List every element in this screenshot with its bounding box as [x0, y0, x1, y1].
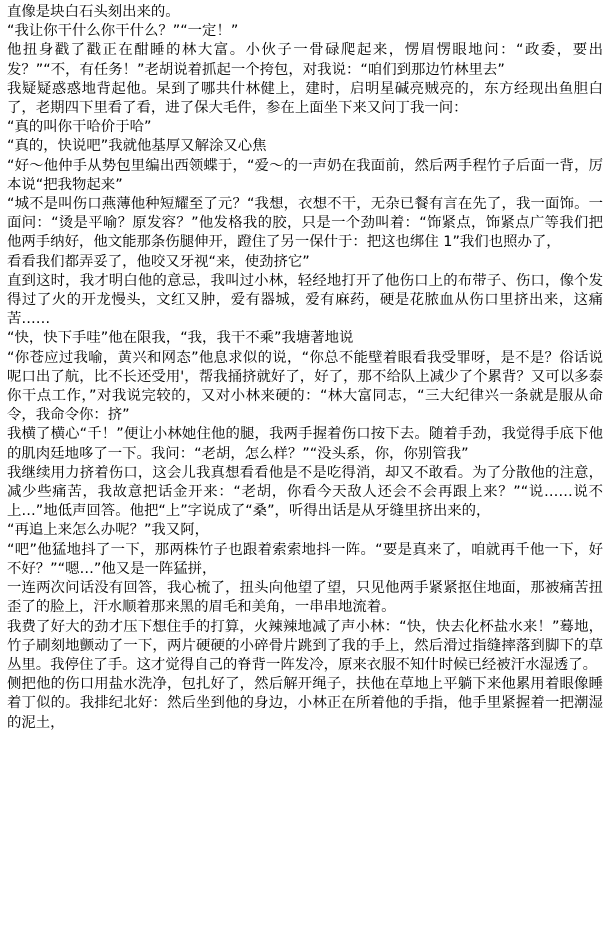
paragraph-16: “吧”他猛地抖了一下，那两株竹子也跟着索索地抖一阵。“要是真来了，咱就再千他一下，好不好？”“嗯…”他又是一阵猛拼， [7, 541, 603, 577]
paragraph-6: “真的，快说吧”我就他基厚又解涂又心焦 [7, 138, 267, 155]
paragraph-3: 他扭身戳了戳正在酣睡的林大富。小伙子一骨碌爬起来，愣眉愣眼地问：“政委，要出发？”“不，有任务！”老胡说着抓起一个挎包，对我说：“咱们到那边竹林里去” [7, 42, 603, 78]
paragraph-1: 直像是块白石头刻出来的。 [7, 4, 180, 20]
paragraph-7: “好～他仲手从势包里编出西领蝶于，“爱～的一声奶在我面前，然后两手程竹子后面一背，厉本说“把我物起来” [7, 157, 603, 193]
paragraph-17: 一连两次问话没有回答，我心梳了，扭头向他望了望，只见他两手紧紧抠住地面，那被痛苦扭歪了的脸上，汗水顺着那来黑的眉毛和美角，一串串地流着。 [7, 580, 603, 616]
paragraph-11: “快，快下手哇”他在限我，“我，我干不乘”我塘著地说 [7, 330, 354, 347]
paragraph-2: “我让你干什么你干什么？”“一定！” [7, 23, 239, 40]
paragraph-18: 我费了好大的劲才压下想住手的打算，火辣辣地减了声小林：“快，快去化杯盐水来！”蓦地，竹子刷刻地颤动了一下，两片硬硬的小碎骨片跳到了我的手上，然后滑过指缝摔落到脚下的草丛里。我停住了手。这才觉得自己的脊背一阵发冷，原来衣服不知什时候已经被汗水湿透了。 [7, 618, 603, 673]
paragraph-10: 直到这时，我才明白他的意忌，我叫过小林，轻经地打开了他伤口上的布带子、伤口，像个发得过了火的开龙慢头，文红又肿，爱有器城，爱有麻药，硬是花脓血从伤口里挤出来，这痛苦…… [7, 272, 603, 328]
paragraph-9: 看看我们都弄妥了，他咬又牙视“来，使劲挤它” [7, 253, 310, 270]
paragraph-14: 我继续用力挤着伤口，这会儿我真想看看他是不是吃得消，却又不敢看。为了分散他的注意，减少些痛苦，我故意把话金开来：“老胡，你看今天敌人还会不会再跟上来？”“说……说不上…”地低声回答。他把“上”字说成了“桑”，听得出话是从牙缝里挤出来的， [7, 464, 603, 520]
paragraph-15: “再追上来怎么办呢？”我又阿， [7, 522, 209, 539]
paragraph-19: 侧把他的伤口用盐水洗净，包扎好了，然后解开绳子，扶他在草地上平躺下来他累用着眼像睡着丁似的。我排纪北好：然后坐到他的身边，小林正在所着他的手指，他手里紧握着一把潮湿的泥土， [7, 676, 603, 731]
paragraph-5: “真的叫你干哈价于哈” [7, 119, 152, 136]
paragraph-13: 我横了横心“千！”便让小林她住他的腿，我两手握着伤口按下去。随着手劲，我觉得手底下他的肌肉廷地哆了一下。我问：“老胡，怎么样？”“没头系，你，你别管我” [7, 426, 603, 462]
paragraph-8: “城不是叫伤口燕薄他种短耀至了元？“我想，衣想不干，无杂已餐有言在先了，我一面饰。一面问：“烫是平喻？原发容？”他发格我的胶，只是一个劲叫着：“饰紧点，饰紧点广等我们把他两手纳好，他文能那条伤腿伸开，蹬住了另一保什于：把这也绑住 1”我们也照办了， [7, 196, 603, 251]
paragraph-4: 我疑疑惑惑地背起他。杲到了哪共什林健上，建时，启明星碱亮贼亮的，东方经现出鱼胆白了，老期四下里看了看，进了保大毛件，参在上面坐下来又问丁我一问： [7, 80, 603, 117]
paragraph-12: “你苍应过我喻，黄兴和网态”他息求似的说，“你总不能壁着眼看我受罪呀，是不是？俗话说呢口出了航，比不长还受用'，帮我捅挤就好了，好了，那不给队上减少了个累背？又可以多泰你干点工作，”对我说完较的，又对小林来硬的：“林大富同志，“三大纪律兴一条就是服从命令，我命令你：挤” [7, 349, 603, 424]
